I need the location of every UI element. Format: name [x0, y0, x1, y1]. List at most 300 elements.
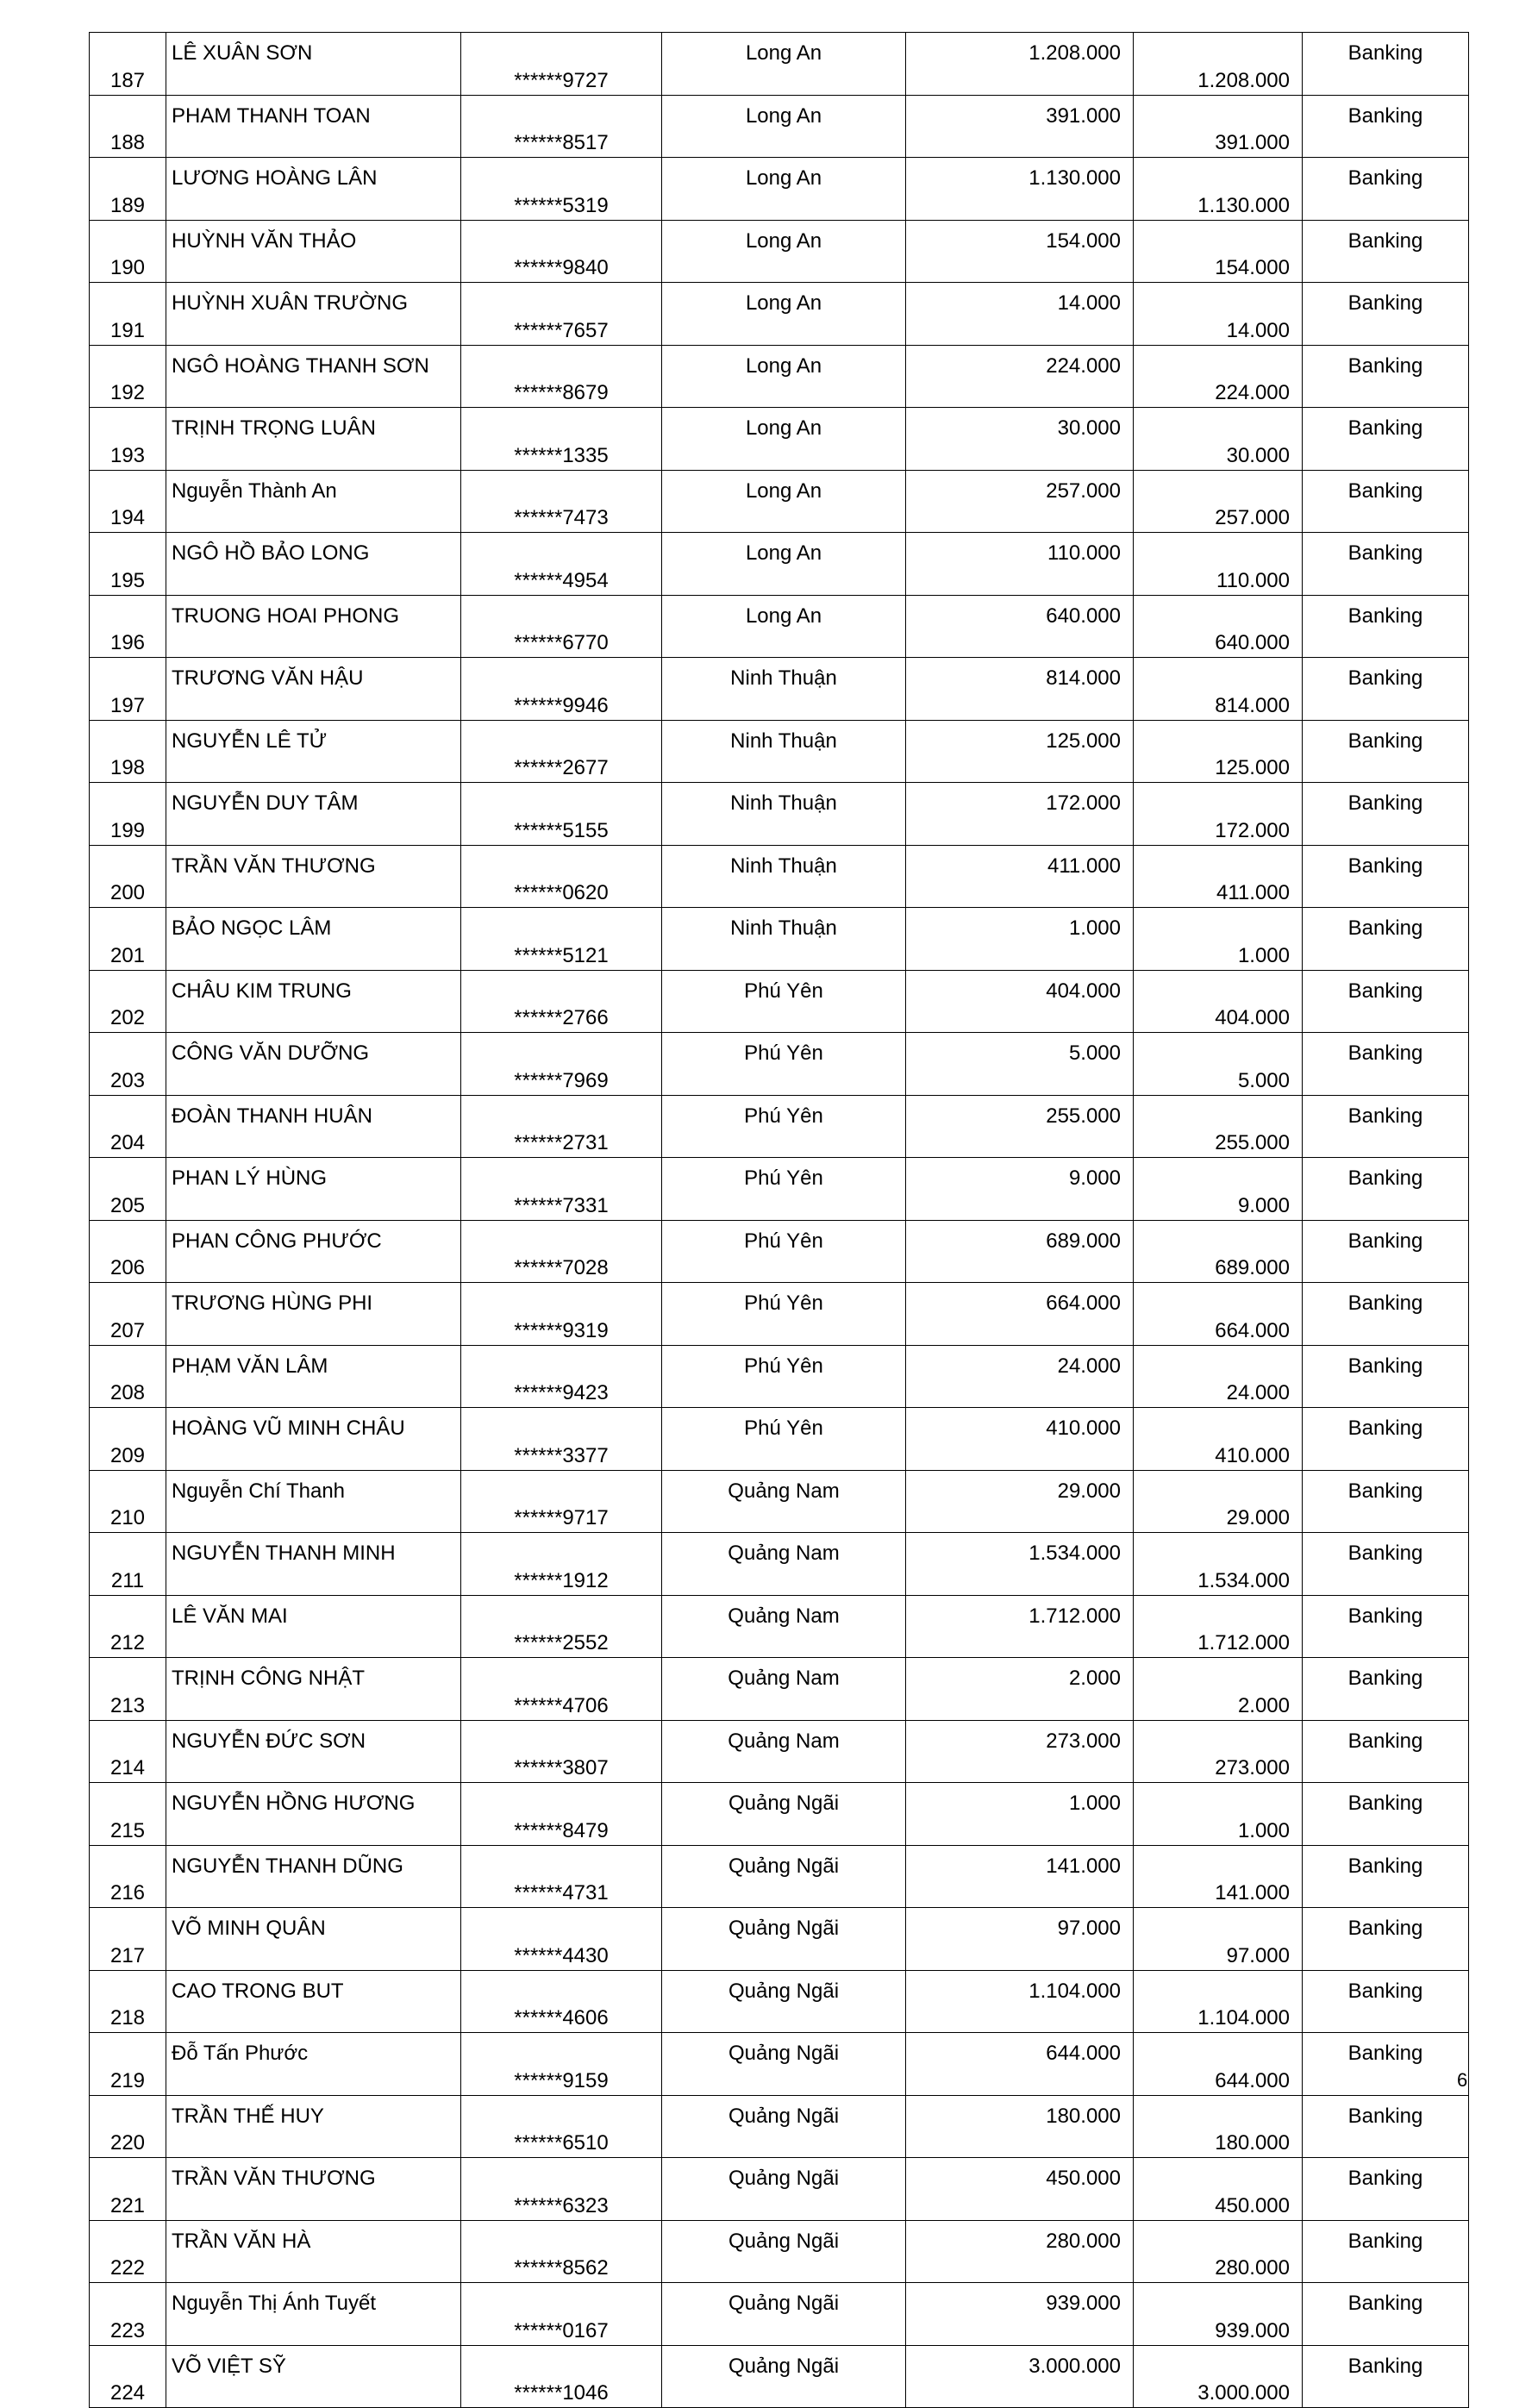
- recipient-name-cell: TRẦN THẾ HUY: [166, 2095, 461, 2158]
- account-number-cell: ******5121: [461, 908, 662, 971]
- table-row: [90, 2158, 1469, 2221]
- amount-cell: 1.208.000: [906, 33, 1134, 96]
- paid-amount-cell: 1.000: [1134, 908, 1303, 971]
- table-row: [90, 345, 1469, 408]
- account-number-cell: ******9946: [461, 658, 662, 721]
- account-number-cell: ******4430: [461, 1908, 662, 1971]
- row-number-cell: 217: [90, 1908, 166, 1971]
- province-cell: Ninh Thuận: [662, 783, 906, 846]
- row-number-cell: 214: [90, 1720, 166, 1783]
- amount-cell: 411.000: [906, 845, 1134, 908]
- row-number-cell: 205: [90, 1158, 166, 1221]
- province-cell: Quảng Ngãi: [662, 2158, 906, 2221]
- amount-cell: 125.000: [906, 720, 1134, 783]
- table-row: [90, 2095, 1469, 2158]
- recipient-name-cell: TRƯƠNG HÙNG PHI: [166, 1283, 461, 1346]
- payment-method-cell: Banking: [1303, 283, 1469, 346]
- amount-cell: 814.000: [906, 658, 1134, 721]
- row-number-cell: 224: [90, 2345, 166, 2408]
- table-row: [90, 1783, 1469, 1846]
- recipient-name-cell: LÊ XUÂN SƠN: [166, 33, 461, 96]
- payment-method-cell: Banking: [1303, 1595, 1469, 1658]
- paid-amount-cell: 391.000: [1134, 95, 1303, 158]
- paid-amount-cell: 644.000: [1134, 2033, 1303, 2096]
- payment-method-cell: Banking: [1303, 1533, 1469, 1596]
- amount-cell: 255.000: [906, 1095, 1134, 1158]
- row-number-cell: 221: [90, 2158, 166, 2221]
- recipient-name-cell: TRUONG HOAI PHONG: [166, 595, 461, 658]
- row-number-cell: 213: [90, 1658, 166, 1721]
- province-cell: Long An: [662, 33, 906, 96]
- payment-method-cell: Banking: [1303, 2158, 1469, 2221]
- amount-cell: 2.000: [906, 1658, 1134, 1721]
- recipient-name-cell: LÊ VĂN MAI: [166, 1595, 461, 1658]
- account-number-cell: ******6323: [461, 2158, 662, 2221]
- table-row: [90, 2283, 1469, 2346]
- account-number-cell: ******2552: [461, 1595, 662, 1658]
- paid-amount-cell: 154.000: [1134, 220, 1303, 283]
- account-number-cell: ******2731: [461, 1095, 662, 1158]
- payment-method-cell: Banking: [1303, 658, 1469, 721]
- table-row: [90, 720, 1469, 783]
- table-row: [90, 1470, 1469, 1533]
- amount-cell: 640.000: [906, 595, 1134, 658]
- table-row: [90, 1283, 1469, 1346]
- table-row: [90, 658, 1469, 721]
- table-row: [90, 1345, 1469, 1408]
- paid-amount-cell: 814.000: [1134, 658, 1303, 721]
- paid-amount-cell: 1.208.000: [1134, 33, 1303, 96]
- row-number-cell: 199: [90, 783, 166, 846]
- table-row: [90, 408, 1469, 471]
- payment-method-cell: Banking: [1303, 1095, 1469, 1158]
- account-number-cell: ******6510: [461, 2095, 662, 2158]
- table-row: [90, 2345, 1469, 2408]
- table-row: [90, 220, 1469, 283]
- payment-method-cell: Banking: [1303, 1345, 1469, 1408]
- table-row: [90, 533, 1469, 596]
- recipient-name-cell: Đỗ Tấn Phước: [166, 2033, 461, 2096]
- amount-cell: 154.000: [906, 220, 1134, 283]
- table-row: [90, 1158, 1469, 1221]
- amount-cell: 1.104.000: [906, 1970, 1134, 2033]
- payment-method-cell: Banking: [1303, 2220, 1469, 2283]
- amount-cell: 24.000: [906, 1345, 1134, 1408]
- account-number-cell: ******1912: [461, 1533, 662, 1596]
- amount-cell: 30.000: [906, 408, 1134, 471]
- account-number-cell: ******9840: [461, 220, 662, 283]
- recipient-name-cell: PHẠM VĂN LÂM: [166, 1345, 461, 1408]
- recipient-name-cell: NGUYỄN HỒNG HƯƠNG: [166, 1783, 461, 1846]
- amount-cell: 180.000: [906, 2095, 1134, 2158]
- account-number-cell: ******1335: [461, 408, 662, 471]
- row-number-cell: 200: [90, 845, 166, 908]
- recipient-name-cell: CHÂU KIM TRUNG: [166, 970, 461, 1033]
- amount-cell: 5.000: [906, 1033, 1134, 1096]
- province-cell: Quảng Ngãi: [662, 2220, 906, 2283]
- row-number-cell: 202: [90, 970, 166, 1033]
- province-cell: Quảng Nam: [662, 1595, 906, 1658]
- paid-amount-cell: 410.000: [1134, 1408, 1303, 1471]
- account-number-cell: ******4731: [461, 1845, 662, 1908]
- recipient-name-cell: VÕ VIỆT SỸ: [166, 2345, 461, 2408]
- account-number-cell: ******7331: [461, 1158, 662, 1221]
- account-number-cell: ******0167: [461, 2283, 662, 2346]
- amount-cell: 29.000: [906, 1470, 1134, 1533]
- account-number-cell: ******7473: [461, 470, 662, 533]
- amount-cell: 1.130.000: [906, 158, 1134, 221]
- paid-amount-cell: 640.000: [1134, 595, 1303, 658]
- table-row: [90, 283, 1469, 346]
- province-cell: Quảng Nam: [662, 1533, 906, 1596]
- table-row: [90, 2220, 1469, 2283]
- recipient-name-cell: Nguyễn Thành An: [166, 470, 461, 533]
- province-cell: Ninh Thuận: [662, 845, 906, 908]
- province-cell: Phú Yên: [662, 1220, 906, 1283]
- row-number-cell: 216: [90, 1845, 166, 1908]
- table-row: [90, 783, 1469, 846]
- payment-method-cell: Banking: [1303, 33, 1469, 96]
- account-number-cell: ******0620: [461, 845, 662, 908]
- paid-amount-cell: 30.000: [1134, 408, 1303, 471]
- province-cell: Quảng Ngãi: [662, 2345, 906, 2408]
- account-number-cell: ******6770: [461, 595, 662, 658]
- payment-method-cell: Banking: [1303, 783, 1469, 846]
- payment-method-cell: Banking: [1303, 1158, 1469, 1221]
- recipient-name-cell: BẢO NGỌC LÂM: [166, 908, 461, 971]
- amount-cell: 689.000: [906, 1220, 1134, 1283]
- amount-cell: 280.000: [906, 2220, 1134, 2283]
- paid-amount-cell: 172.000: [1134, 783, 1303, 846]
- recipient-name-cell: LƯƠNG HOÀNG LÂN: [166, 158, 461, 221]
- recipient-name-cell: TRẦN VĂN THƯƠNG: [166, 845, 461, 908]
- paid-amount-cell: 664.000: [1134, 1283, 1303, 1346]
- province-cell: Phú Yên: [662, 1033, 906, 1096]
- table-row: [90, 33, 1469, 96]
- row-number-cell: 219: [90, 2033, 166, 2096]
- amount-cell: 257.000: [906, 470, 1134, 533]
- amount-cell: 410.000: [906, 1408, 1134, 1471]
- account-number-cell: ******4954: [461, 533, 662, 596]
- row-number-cell: 196: [90, 595, 166, 658]
- table-row: [90, 1720, 1469, 1783]
- row-number-cell: 188: [90, 95, 166, 158]
- row-number-cell: 191: [90, 283, 166, 346]
- paid-amount-cell: 1.130.000: [1134, 158, 1303, 221]
- table-row: [90, 1095, 1469, 1158]
- amount-cell: 664.000: [906, 1283, 1134, 1346]
- payment-method-cell: Banking: [1303, 533, 1469, 596]
- paid-amount-cell: 939.000: [1134, 2283, 1303, 2346]
- table-row: [90, 1970, 1469, 2033]
- province-cell: Quảng Nam: [662, 1720, 906, 1783]
- payment-method-cell: Banking: [1303, 2033, 1469, 2096]
- account-number-cell: ******8479: [461, 1783, 662, 1846]
- row-number-cell: 193: [90, 408, 166, 471]
- recipient-name-cell: HUỲNH VĂN THẢO: [166, 220, 461, 283]
- recipient-name-cell: HUỲNH XUÂN TRƯỜNG: [166, 283, 461, 346]
- province-cell: Phú Yên: [662, 1283, 906, 1346]
- province-cell: Long An: [662, 345, 906, 408]
- paid-amount-cell: 5.000: [1134, 1033, 1303, 1096]
- payment-method-cell: Banking: [1303, 470, 1469, 533]
- account-number-cell: ******9319: [461, 1283, 662, 1346]
- payment-method-cell: Banking: [1303, 970, 1469, 1033]
- payment-method-cell: Banking: [1303, 220, 1469, 283]
- paid-amount-cell: 14.000: [1134, 283, 1303, 346]
- paid-amount-cell: 1.712.000: [1134, 1595, 1303, 1658]
- payment-method-cell: Banking: [1303, 2345, 1469, 2408]
- amount-cell: 110.000: [906, 533, 1134, 596]
- row-number-cell: 222: [90, 2220, 166, 2283]
- paid-amount-cell: 2.000: [1134, 1658, 1303, 1721]
- paid-amount-cell: 180.000: [1134, 2095, 1303, 2158]
- payment-method-cell: Banking: [1303, 2095, 1469, 2158]
- table-row: [90, 2033, 1469, 2096]
- amount-cell: 1.000: [906, 1783, 1134, 1846]
- province-cell: Long An: [662, 533, 906, 596]
- paid-amount-cell: 273.000: [1134, 1720, 1303, 1783]
- paid-amount-cell: 689.000: [1134, 1220, 1303, 1283]
- paid-amount-cell: 97.000: [1134, 1908, 1303, 1971]
- row-number-cell: 195: [90, 533, 166, 596]
- table-row: [90, 1033, 1469, 1096]
- account-number-cell: ******5155: [461, 783, 662, 846]
- payment-method-cell: Banking: [1303, 1720, 1469, 1783]
- paid-amount-cell: 29.000: [1134, 1470, 1303, 1533]
- paid-amount-cell: 1.104.000: [1134, 1970, 1303, 2033]
- paid-amount-cell: 141.000: [1134, 1845, 1303, 1908]
- account-number-cell: ******9423: [461, 1345, 662, 1408]
- row-number-cell: 223: [90, 2283, 166, 2346]
- paid-amount-cell: 9.000: [1134, 1158, 1303, 1221]
- province-cell: Phú Yên: [662, 1095, 906, 1158]
- table-row: [90, 470, 1469, 533]
- recipient-name-cell: NGÔ HOÀNG THANH SƠN: [166, 345, 461, 408]
- row-number-cell: 218: [90, 1970, 166, 2033]
- paid-amount-cell: 411.000: [1134, 845, 1303, 908]
- account-number-cell: ******3377: [461, 1408, 662, 1471]
- payment-method-cell: Banking: [1303, 2283, 1469, 2346]
- table-row: [90, 1408, 1469, 1471]
- payment-method-cell: Banking: [1303, 1970, 1469, 2033]
- amount-cell: 172.000: [906, 783, 1134, 846]
- province-cell: Phú Yên: [662, 1345, 906, 1408]
- amount-cell: 391.000: [906, 95, 1134, 158]
- account-number-cell: ******7657: [461, 283, 662, 346]
- province-cell: Long An: [662, 470, 906, 533]
- table-row: [90, 1658, 1469, 1721]
- recipient-name-cell: NGUYỄN THANH DŨNG: [166, 1845, 461, 1908]
- payment-method-cell: Banking: [1303, 1283, 1469, 1346]
- row-number-cell: 208: [90, 1345, 166, 1408]
- row-number-cell: 215: [90, 1783, 166, 1846]
- row-number-cell: 212: [90, 1595, 166, 1658]
- province-cell: Long An: [662, 408, 906, 471]
- amount-cell: 141.000: [906, 1845, 1134, 1908]
- account-number-cell: ******9717: [461, 1470, 662, 1533]
- table-row: [90, 908, 1469, 971]
- recipient-name-cell: TRỊNH CÔNG NHẬT: [166, 1658, 461, 1721]
- payment-method-cell: Banking: [1303, 1033, 1469, 1096]
- recipient-name-cell: NGUYỄN THANH MINH: [166, 1533, 461, 1596]
- account-number-cell: ******2677: [461, 720, 662, 783]
- amount-cell: 273.000: [906, 1720, 1134, 1783]
- paid-amount-cell: 404.000: [1134, 970, 1303, 1033]
- province-cell: Quảng Ngãi: [662, 1908, 906, 1971]
- amount-cell: 1.000: [906, 908, 1134, 971]
- province-cell: Quảng Ngãi: [662, 1845, 906, 1908]
- payment-method-cell: Banking: [1303, 1783, 1469, 1846]
- province-cell: Phú Yên: [662, 970, 906, 1033]
- payment-method-cell: Banking: [1303, 595, 1469, 658]
- recipient-name-cell: HOÀNG VŨ MINH CHÂU: [166, 1408, 461, 1471]
- amount-cell: 9.000: [906, 1158, 1134, 1221]
- recipient-name-cell: ĐOÀN THANH HUÂN: [166, 1095, 461, 1158]
- row-number-cell: 210: [90, 1470, 166, 1533]
- recipient-name-cell: NGUYỄN DUY TÂM: [166, 783, 461, 846]
- row-number-cell: 189: [90, 158, 166, 221]
- recipient-name-cell: PHAM THANH TOAN: [166, 95, 461, 158]
- payment-list-table: [89, 32, 1469, 2408]
- recipient-name-cell: NGÔ HỒ BẢO LONG: [166, 533, 461, 596]
- row-number-cell: 197: [90, 658, 166, 721]
- province-cell: Long An: [662, 220, 906, 283]
- paid-amount-cell: 3.000.000: [1134, 2345, 1303, 2408]
- recipient-name-cell: CÔNG VĂN DƯỠNG: [166, 1033, 461, 1096]
- row-number-cell: 203: [90, 1033, 166, 1096]
- table-row: [90, 1595, 1469, 1658]
- paid-amount-cell: 1.534.000: [1134, 1533, 1303, 1596]
- account-number-cell: ******8562: [461, 2220, 662, 2283]
- payment-method-cell: Banking: [1303, 1220, 1469, 1283]
- recipient-name-cell: NGUYỄN LÊ TỬ: [166, 720, 461, 783]
- payment-method-cell: Banking: [1303, 408, 1469, 471]
- province-cell: Quảng Nam: [662, 1470, 906, 1533]
- payment-method-cell: Banking: [1303, 95, 1469, 158]
- payment-method-cell: Banking: [1303, 1658, 1469, 1721]
- row-number-cell: 209: [90, 1408, 166, 1471]
- amount-cell: 224.000: [906, 345, 1134, 408]
- row-number-cell: 201: [90, 908, 166, 971]
- table-row: [90, 845, 1469, 908]
- amount-cell: 1.712.000: [906, 1595, 1134, 1658]
- recipient-name-cell: PHAN LÝ HÙNG: [166, 1158, 461, 1221]
- province-cell: Ninh Thuận: [662, 658, 906, 721]
- row-number-cell: 192: [90, 345, 166, 408]
- table-body: [90, 33, 1469, 2408]
- table-row: [90, 95, 1469, 158]
- paid-amount-cell: 110.000: [1134, 533, 1303, 596]
- account-number-cell: ******3807: [461, 1720, 662, 1783]
- row-number-cell: 206: [90, 1220, 166, 1283]
- recipient-name-cell: VÕ MINH QUÂN: [166, 1908, 461, 1971]
- province-cell: Long An: [662, 595, 906, 658]
- paid-amount-cell: 280.000: [1134, 2220, 1303, 2283]
- account-number-cell: ******8679: [461, 345, 662, 408]
- province-cell: Ninh Thuận: [662, 908, 906, 971]
- amount-cell: 1.534.000: [906, 1533, 1134, 1596]
- row-number-cell: 194: [90, 470, 166, 533]
- paid-amount-cell: 1.000: [1134, 1783, 1303, 1846]
- recipient-name-cell: TRẦN VĂN THƯƠNG: [166, 2158, 461, 2221]
- payment-method-cell: Banking: [1303, 908, 1469, 971]
- table-row: [90, 1220, 1469, 1283]
- account-number-cell: ******9159: [461, 2033, 662, 2096]
- account-number-cell: ******7028: [461, 1220, 662, 1283]
- payment-method-cell: Banking: [1303, 720, 1469, 783]
- payment-method-cell: Banking: [1303, 1908, 1469, 1971]
- province-cell: Quảng Ngãi: [662, 1783, 906, 1846]
- account-number-cell: ******5319: [461, 158, 662, 221]
- page-number: 6: [1457, 2069, 1468, 2091]
- row-number-cell: 198: [90, 720, 166, 783]
- province-cell: Long An: [662, 95, 906, 158]
- recipient-name-cell: TRƯƠNG VĂN HẬU: [166, 658, 461, 721]
- row-number-cell: 211: [90, 1533, 166, 1596]
- paid-amount-cell: 255.000: [1134, 1095, 1303, 1158]
- amount-cell: 644.000: [906, 2033, 1134, 2096]
- province-cell: Quảng Ngãi: [662, 2283, 906, 2346]
- table-row: [90, 595, 1469, 658]
- amount-cell: 97.000: [906, 1908, 1134, 1971]
- payment-method-cell: Banking: [1303, 158, 1469, 221]
- province-cell: Long An: [662, 158, 906, 221]
- table-row: [90, 158, 1469, 221]
- account-number-cell: ******4606: [461, 1970, 662, 2033]
- row-number-cell: 190: [90, 220, 166, 283]
- amount-cell: 450.000: [906, 2158, 1134, 2221]
- amount-cell: 14.000: [906, 283, 1134, 346]
- recipient-name-cell: Nguyễn Chí Thanh: [166, 1470, 461, 1533]
- payment-method-cell: Banking: [1303, 345, 1469, 408]
- amount-cell: 3.000.000: [906, 2345, 1134, 2408]
- paid-amount-cell: 24.000: [1134, 1345, 1303, 1408]
- account-number-cell: ******9727: [461, 33, 662, 96]
- province-cell: Phú Yên: [662, 1158, 906, 1221]
- account-number-cell: ******4706: [461, 1658, 662, 1721]
- paid-amount-cell: 450.000: [1134, 2158, 1303, 2221]
- recipient-name-cell: TRẦN VĂN HÀ: [166, 2220, 461, 2283]
- paid-amount-cell: 257.000: [1134, 470, 1303, 533]
- account-number-cell: ******8517: [461, 95, 662, 158]
- recipient-name-cell: PHAN CÔNG PHƯỚC: [166, 1220, 461, 1283]
- province-cell: Quảng Nam: [662, 1658, 906, 1721]
- account-number-cell: ******7969: [461, 1033, 662, 1096]
- province-cell: Quảng Ngãi: [662, 1970, 906, 2033]
- table-row: [90, 1533, 1469, 1596]
- province-cell: Phú Yên: [662, 1408, 906, 1471]
- table-row: [90, 1908, 1469, 1971]
- table-row: [90, 1845, 1469, 1908]
- province-cell: Long An: [662, 283, 906, 346]
- payment-method-cell: Banking: [1303, 1470, 1469, 1533]
- recipient-name-cell: Nguyễn Thị Ánh Tuyết: [166, 2283, 461, 2346]
- payment-method-cell: Banking: [1303, 845, 1469, 908]
- row-number-cell: 220: [90, 2095, 166, 2158]
- payment-method-cell: Banking: [1303, 1845, 1469, 1908]
- province-cell: Ninh Thuận: [662, 720, 906, 783]
- account-number-cell: ******1046: [461, 2345, 662, 2408]
- province-cell: Quảng Ngãi: [662, 2033, 906, 2096]
- recipient-name-cell: CAO TRONG BUT: [166, 1970, 461, 2033]
- row-number-cell: 207: [90, 1283, 166, 1346]
- account-number-cell: ******2766: [461, 970, 662, 1033]
- recipient-name-cell: NGUYỄN ĐỨC SƠN: [166, 1720, 461, 1783]
- amount-cell: 404.000: [906, 970, 1134, 1033]
- province-cell: Quảng Ngãi: [662, 2095, 906, 2158]
- amount-cell: 939.000: [906, 2283, 1134, 2346]
